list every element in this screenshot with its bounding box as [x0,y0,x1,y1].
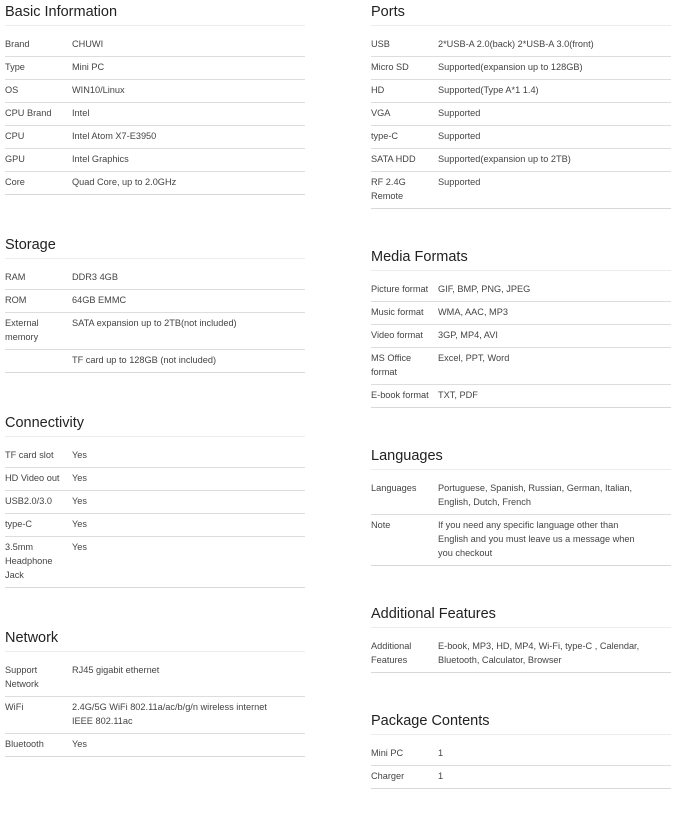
spec-key: Music format [371,307,424,317]
section-title: Additional Features [371,602,671,628]
spec-row [371,765,671,788]
spec-key: RF 2.4G Remote [371,177,406,201]
spec-value: Yes [72,450,87,460]
spec-key: OS [5,85,19,95]
spec-value: Supported [438,177,481,187]
spec-row [5,467,305,490]
spec-row [371,148,671,171]
spec-table [5,34,305,195]
spec-row [371,301,671,324]
spec-key: type-C [371,131,399,141]
spec-value: Yes [72,496,87,506]
spec-row [5,733,305,756]
spec-key: ROM [5,295,27,305]
spec-value: GIF, BMP, PNG, JPEG [438,284,531,294]
spec-value: 1 [438,748,444,758]
section-media-formats [371,245,671,408]
left-column [5,0,305,795]
spec-row [5,267,305,289]
spec-key: Additional Features [371,641,412,665]
spec-table [5,445,305,588]
spec-key: USB [371,39,390,49]
spec-value: SATA expansion up to 2TB(not included) [72,318,237,328]
spec-key: CPU [5,131,25,141]
spec-value: WIN10/Linux [72,85,125,95]
spec-value: Yes [72,473,87,483]
spec-row [371,636,671,672]
section-title: Basic Information [5,0,305,26]
spec-row [371,56,671,79]
spec-row [5,148,305,171]
spec-table [371,34,671,209]
spec-value: Yes [72,739,87,749]
spec-row [371,279,671,301]
spec-key: type-C [5,519,33,529]
spec-value: Excel, PPT, Word [438,353,510,363]
spec-key: MS Office format [371,353,412,377]
spec-row [371,34,671,56]
spec-row [5,79,305,102]
spec-value: Intel Atom X7-E3950 [72,131,157,141]
spec-value: WMA, AAC, MP3 [438,307,508,317]
spec-table [371,279,671,408]
spec-value: Yes [72,542,87,552]
spec-key: Support Network [5,665,39,689]
spec-row [371,347,671,384]
spec-value: TF card up to 128GB (not included) [72,355,217,365]
spec-value: RJ45 gigabit ethernet [72,665,160,675]
spec-key: HD [371,85,385,95]
spec-row [371,171,671,208]
spec-value: 1 [438,771,444,781]
spec-key: Core [5,177,25,187]
spec-row [5,171,305,194]
section-storage [5,233,305,373]
spec-key: WiFi [5,702,24,712]
spec-value: CHUWI [72,39,104,49]
spec-key: HD Video out [5,473,60,483]
spec-row [5,536,305,587]
spec-key: 3.5mm Headphone Jack [5,542,53,580]
spec-value: 2*USB-A 2.0(back) 2*USB-A 3.0(front) [438,39,594,49]
section-title: Languages [371,444,671,470]
spec-row [371,79,671,102]
spec-key: CPU Brand [5,108,52,118]
spec-value: DDR3 4GB [72,272,118,282]
spec-table [371,478,671,566]
spec-row [5,56,305,79]
spec-value: Supported(expansion up to 128GB) [438,62,583,72]
spec-key: Picture format [371,284,429,294]
spec-value: TXT, PDF [438,390,478,400]
spec-row [5,349,305,372]
spec-key: Brand [5,39,30,49]
section-title: Ports [371,0,671,26]
spec-value: Intel Graphics [72,154,129,164]
spec-row [5,102,305,125]
section-languages [371,444,671,566]
spec-row [5,513,305,536]
spec-key: Micro SD [371,62,409,72]
spec-key: External memory [5,318,39,342]
spec-value: If you need any specific language other than English and you must leave us a message when you checkout [438,520,635,558]
spec-row [371,384,671,407]
spec-key: SATA HDD [371,154,416,164]
section-title: Package Contents [371,709,671,735]
spec-row [371,478,671,514]
spec-row [371,125,671,148]
section-title: Media Formats [371,245,671,271]
spec-value: 64GB EMMC [72,295,127,305]
spec-key: Charger [371,771,405,781]
spec-row [5,660,305,696]
spec-key: USB2.0/3.0 [5,496,52,506]
spec-key: TF card slot [5,450,54,460]
spec-key: Mini PC [371,748,404,758]
section-ports [371,0,671,209]
spec-key: Type [5,62,25,72]
spec-value: Intel [72,108,90,118]
spec-value: Supported [438,108,481,118]
section-basic-information [5,0,305,195]
spec-key: GPU [5,154,25,164]
spec-value: Supported [438,131,481,141]
section-title: Connectivity [5,411,305,437]
spec-row [371,743,671,765]
spec-key: Note [371,520,391,530]
spec-row [371,514,671,565]
spec-row [5,445,305,467]
section-network [5,626,305,757]
spec-value: Yes [72,519,87,529]
spec-value: Mini PC [72,62,105,72]
spec-key: Languages [371,483,417,493]
spec-value: 2.4G/5G WiFi 802.11a/ac/b/g/n wireless internet IEEE 802.11ac [72,702,267,726]
spec-key: E-book format [371,390,429,400]
section-package-contents [371,709,671,789]
section-title: Network [5,626,305,652]
right-column [371,0,671,825]
spec-value: 3GP, MP4, AVI [438,330,498,340]
spec-row [371,102,671,125]
spec-key: Video format [371,330,423,340]
spec-row [5,34,305,56]
spec-value: Portuguese, Spanish, Russian, German, Italian, English, Dutch, French [438,483,633,507]
section-title: Storage [5,233,305,259]
spec-row [5,490,305,513]
spec-table [5,267,305,373]
spec-key: Bluetooth [5,739,44,749]
spec-value: Supported(expansion up to 2TB) [438,154,571,164]
spec-key [5,353,72,367]
section-additional-features [371,602,671,673]
spec-row [5,289,305,312]
spec-row [5,696,305,733]
spec-row [5,125,305,148]
spec-table [5,660,305,757]
section-connectivity [5,411,305,588]
spec-table [371,743,671,789]
spec-value: Supported(Type A*1 1.4) [438,85,539,95]
spec-row [371,324,671,347]
spec-row [5,312,305,349]
spec-value: E-book, MP3, HD, MP4, Wi-Fi, type-C , Calendar, Bluetooth, Calculator, Browser [438,641,640,665]
spec-value: Quad Core, up to 2.0GHz [72,177,177,187]
spec-key: RAM [5,272,26,282]
spec-key: VGA [371,108,391,118]
spec-table [371,636,671,673]
